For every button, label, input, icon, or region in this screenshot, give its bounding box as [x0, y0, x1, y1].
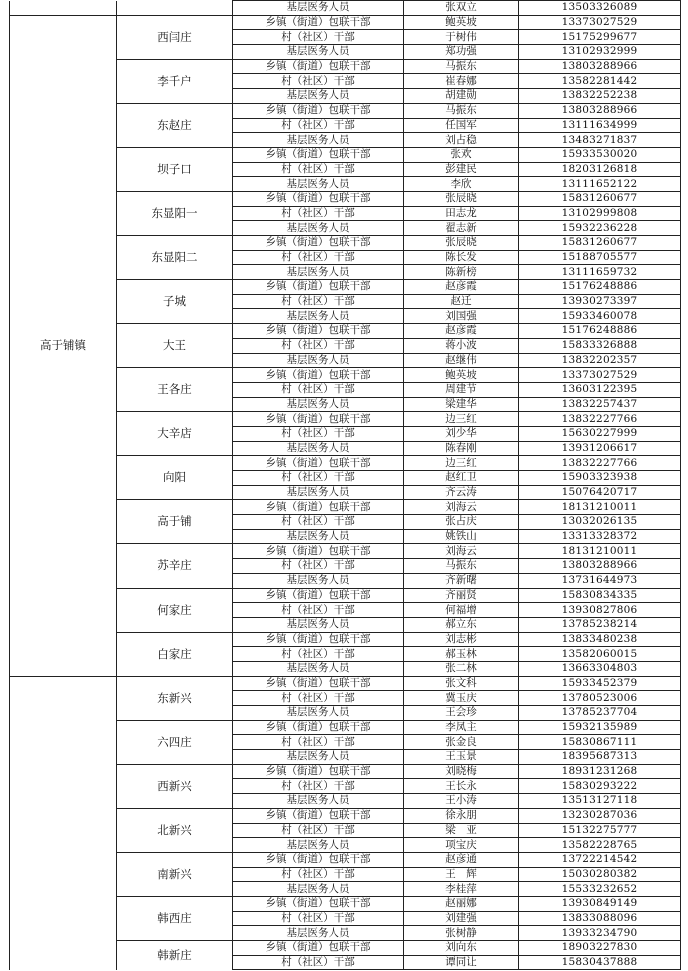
role-cell: 村（社区）干部 [233, 118, 404, 133]
phone-cell: 15132275777 [519, 823, 681, 838]
person-name-cell: 齐丽贤 [404, 588, 519, 603]
role-cell: 基层医务人员 [233, 397, 404, 412]
role-cell: 基层医务人员 [233, 750, 404, 765]
role-cell: 基层医务人员 [233, 309, 404, 324]
phone-cell: 13483271837 [519, 133, 681, 148]
role-cell: 乡镇（街道）包联干部 [233, 808, 404, 823]
phone-cell: 15830293222 [519, 779, 681, 794]
role-cell: 村（社区）干部 [233, 426, 404, 441]
role-cell: 乡镇（街道）包联干部 [233, 941, 404, 956]
table-row [10, 15, 681, 30]
role-cell: 乡镇（街道）包联干部 [233, 676, 404, 691]
person-name-cell: 王会珍 [404, 706, 519, 721]
role-cell: 村（社区）干部 [233, 471, 404, 486]
phone-cell: 13803288966 [519, 59, 681, 74]
phone-cell: 13931206617 [519, 441, 681, 456]
person-name-cell: 郑功强 [404, 45, 519, 60]
phone-cell: 15176248886 [519, 280, 681, 295]
role-cell: 村（社区）干部 [233, 955, 404, 970]
role-cell: 乡镇（街道）包联干部 [233, 368, 404, 383]
phone-cell: 13832202357 [519, 353, 681, 368]
phone-cell: 15630227999 [519, 426, 681, 441]
role-cell: 村（社区）干部 [233, 823, 404, 838]
role-cell: 村（社区）干部 [233, 515, 404, 530]
person-name-cell: 项宝庆 [404, 838, 519, 853]
person-name-cell: 刘晓梅 [404, 764, 519, 779]
role-cell: 乡镇（街道）包联干部 [233, 236, 404, 251]
person-name-cell: 王玉景 [404, 750, 519, 765]
person-name-cell: 胡建勋 [404, 89, 519, 104]
contact-table [9, 0, 681, 970]
person-name-cell: 赵继伟 [404, 353, 519, 368]
phone-cell: 15030280382 [519, 867, 681, 882]
phone-cell: 13582060015 [519, 647, 681, 662]
phone-cell: 13111634999 [519, 118, 681, 133]
person-name-cell: 刘海云 [404, 544, 519, 559]
village-cell: 何家庄 [117, 588, 233, 632]
person-name-cell: 张文科 [404, 676, 519, 691]
role-cell: 基层医务人员 [233, 45, 404, 60]
role-cell: 村（社区）干部 [233, 779, 404, 794]
phone-cell: 18395687313 [519, 750, 681, 765]
role-cell: 乡镇（街道）包联干部 [233, 588, 404, 603]
role-cell: 村（社区）干部 [233, 911, 404, 926]
role-cell: 乡镇（街道）包联干部 [233, 15, 404, 30]
phone-cell: 13832257437 [519, 397, 681, 412]
person-name-cell: 张占庆 [404, 515, 519, 530]
role-cell: 乡镇（街道）包联干部 [233, 764, 404, 779]
person-name-cell: 李欣 [404, 177, 519, 192]
person-name-cell: 鲍英坡 [404, 15, 519, 30]
phone-cell: 15933460078 [519, 309, 681, 324]
person-name-cell: 鲍英坡 [404, 368, 519, 383]
role-cell: 基层医务人员 [233, 926, 404, 941]
role-cell: 基层医务人员 [233, 617, 404, 632]
village-cell: 坝子口 [117, 147, 233, 191]
role-cell: 基层医务人员 [233, 573, 404, 588]
person-name-cell: 刘国强 [404, 309, 519, 324]
phone-cell: 13930827806 [519, 603, 681, 618]
phone-cell: 15830834335 [519, 588, 681, 603]
phone-cell: 13503326089 [519, 1, 681, 16]
phone-cell: 13930849149 [519, 896, 681, 911]
phone-cell: 15830437888 [519, 955, 681, 970]
phone-cell: 13102932999 [519, 45, 681, 60]
person-name-cell: 边三红 [404, 456, 519, 471]
phone-cell: 15076420717 [519, 485, 681, 500]
phone-cell: 13313328372 [519, 529, 681, 544]
role-cell: 基层医务人员 [233, 133, 404, 148]
person-name-cell: 郝玉林 [404, 647, 519, 662]
phone-cell: 13833480238 [519, 632, 681, 647]
phone-cell: 18931231268 [519, 764, 681, 779]
person-name-cell: 赵彦霞 [404, 280, 519, 295]
role-cell: 乡镇（街道）包联干部 [233, 59, 404, 74]
person-name-cell: 齐云涛 [404, 485, 519, 500]
role-cell: 村（社区）干部 [233, 74, 404, 89]
person-name-cell: 刘建强 [404, 911, 519, 926]
village-cell: 西新兴 [117, 764, 233, 808]
phone-cell: 13603122395 [519, 382, 681, 397]
person-name-cell: 郝立东 [404, 617, 519, 632]
person-name-cell: 齐新曙 [404, 573, 519, 588]
phone-cell: 18903227830 [519, 941, 681, 956]
role-cell: 村（社区）干部 [233, 691, 404, 706]
role-cell: 村（社区）干部 [233, 735, 404, 750]
role-cell: 村（社区）干部 [233, 162, 404, 177]
phone-cell: 15932135989 [519, 720, 681, 735]
role-cell: 乡镇（街道）包联干部 [233, 147, 404, 162]
role-cell: 乡镇（街道）包联干部 [233, 500, 404, 515]
phone-cell: 13102999808 [519, 206, 681, 221]
phone-cell: 15830867111 [519, 735, 681, 750]
phone-cell: 13933234790 [519, 926, 681, 941]
phone-cell: 13803288966 [519, 103, 681, 118]
person-name-cell: 于树伟 [404, 30, 519, 45]
village-cell: 子城 [117, 280, 233, 324]
role-cell: 村（社区）干部 [233, 294, 404, 309]
role-cell: 基层医务人员 [233, 485, 404, 500]
village-cell: 韩新庄 [117, 941, 233, 970]
phone-cell: 18131210011 [519, 544, 681, 559]
phone-cell: 15831260677 [519, 236, 681, 251]
phone-cell: 13032026135 [519, 515, 681, 530]
phone-cell: 13111659732 [519, 265, 681, 280]
village-cell: 东显阳二 [117, 236, 233, 280]
role-cell: 村（社区）干部 [233, 603, 404, 618]
person-name-cell: 蒋小波 [404, 338, 519, 353]
village-cell: 高于铺 [117, 500, 233, 544]
person-name-cell: 张双立 [404, 1, 519, 16]
role-cell: 乡镇（街道）包联干部 [233, 103, 404, 118]
person-name-cell: 李桂萍 [404, 882, 519, 897]
village-cell: 韩西庄 [117, 896, 233, 940]
village-cell: 向阳 [117, 456, 233, 500]
phone-cell: 18203126818 [519, 162, 681, 177]
role-cell: 乡镇（街道）包联干部 [233, 456, 404, 471]
person-name-cell: 刘志彬 [404, 632, 519, 647]
person-name-cell: 张辰晓 [404, 236, 519, 251]
role-cell: 基层医务人员 [233, 838, 404, 853]
phone-cell: 15933452379 [519, 676, 681, 691]
role-cell: 村（社区）干部 [233, 250, 404, 265]
person-name-cell: 赵彦霞 [404, 324, 519, 339]
phone-cell: 15176248886 [519, 324, 681, 339]
phone-cell: 13230287036 [519, 808, 681, 823]
person-name-cell: 刘占稳 [404, 133, 519, 148]
role-cell: 乡镇（街道）包联干部 [233, 544, 404, 559]
person-name-cell: 翟志新 [404, 221, 519, 236]
phone-cell: 13832227766 [519, 456, 681, 471]
role-cell: 村（社区）干部 [233, 206, 404, 221]
role-cell: 基层医务人员 [233, 441, 404, 456]
person-name-cell: 梁 亚 [404, 823, 519, 838]
village-cell: 东新兴 [117, 676, 233, 720]
person-name-cell: 彭建民 [404, 162, 519, 177]
person-name-cell: 赵迁 [404, 294, 519, 309]
role-cell: 基层医务人员 [233, 265, 404, 280]
phone-cell: 13832227766 [519, 412, 681, 427]
person-name-cell: 姚铁山 [404, 529, 519, 544]
phone-cell: 15533232652 [519, 882, 681, 897]
phone-cell: 15831260677 [519, 191, 681, 206]
role-cell: 乡镇（街道）包联干部 [233, 191, 404, 206]
person-name-cell: 王小涛 [404, 794, 519, 809]
person-name-cell: 马振东 [404, 103, 519, 118]
person-name-cell: 王长永 [404, 779, 519, 794]
person-name-cell: 马振东 [404, 559, 519, 574]
role-cell: 基层医务人员 [233, 353, 404, 368]
role-cell: 村（社区）干部 [233, 559, 404, 574]
town-cell [10, 1, 117, 16]
person-name-cell: 谭同让 [404, 955, 519, 970]
village-cell: 李千户 [117, 59, 233, 103]
role-cell: 基层医务人员 [233, 706, 404, 721]
role-cell: 乡镇（街道）包联干部 [233, 720, 404, 735]
village-cell: 北新兴 [117, 808, 233, 852]
person-name-cell: 赵红卫 [404, 471, 519, 486]
role-cell: 乡镇（街道）包联干部 [233, 280, 404, 295]
contact-document [9, 0, 680, 970]
person-name-cell: 刘海云 [404, 500, 519, 515]
person-name-cell: 刘向东 [404, 941, 519, 956]
phone-cell: 13833088096 [519, 911, 681, 926]
phone-cell: 13785238214 [519, 617, 681, 632]
person-name-cell: 张辰晓 [404, 191, 519, 206]
role-cell: 村（社区）干部 [233, 867, 404, 882]
person-name-cell: 何福增 [404, 603, 519, 618]
person-name-cell: 李凤主 [404, 720, 519, 735]
person-name-cell: 赵彦通 [404, 852, 519, 867]
phone-cell: 18131210011 [519, 500, 681, 515]
phone-cell: 15932236228 [519, 221, 681, 236]
village-cell: 东赵庄 [117, 103, 233, 147]
person-name-cell: 陈春刚 [404, 441, 519, 456]
role-cell: 基层医务人员 [233, 882, 404, 897]
village-cell: 苏辛庄 [117, 544, 233, 588]
phone-cell: 13930273397 [519, 294, 681, 309]
person-name-cell: 马振东 [404, 59, 519, 74]
village-cell [117, 1, 233, 16]
phone-cell: 13722214542 [519, 852, 681, 867]
role-cell: 乡镇（街道）包联干部 [233, 324, 404, 339]
phone-cell: 13832252238 [519, 89, 681, 104]
table-row [10, 676, 681, 691]
phone-cell: 13513127118 [519, 794, 681, 809]
role-cell: 基层医务人员 [233, 1, 404, 16]
role-cell: 基层医务人员 [233, 529, 404, 544]
village-cell: 大辛店 [117, 412, 233, 456]
role-cell: 村（社区）干部 [233, 647, 404, 662]
role-cell: 基层医务人员 [233, 177, 404, 192]
person-name-cell: 张树静 [404, 926, 519, 941]
person-name-cell: 边三红 [404, 412, 519, 427]
person-name-cell: 田志龙 [404, 206, 519, 221]
role-cell: 基层医务人员 [233, 221, 404, 236]
role-cell: 乡镇（街道）包联干部 [233, 852, 404, 867]
person-name-cell: 梁建华 [404, 397, 519, 412]
phone-cell: 15833326888 [519, 338, 681, 353]
phone-cell: 15933530020 [519, 147, 681, 162]
village-cell: 东显阳一 [117, 191, 233, 235]
phone-cell: 13373027529 [519, 368, 681, 383]
person-name-cell: 徐永朋 [404, 808, 519, 823]
person-name-cell: 崔春娜 [404, 74, 519, 89]
person-name-cell: 冀玉庆 [404, 691, 519, 706]
person-name-cell: 张金良 [404, 735, 519, 750]
phone-cell: 13803288966 [519, 559, 681, 574]
role-cell: 乡镇（街道）包联干部 [233, 412, 404, 427]
village-cell: 白家庄 [117, 632, 233, 676]
role-cell: 村（社区）干部 [233, 382, 404, 397]
role-cell: 基层医务人员 [233, 661, 404, 676]
role-cell: 基层医务人员 [233, 794, 404, 809]
phone-cell: 15175299677 [519, 30, 681, 45]
person-name-cell: 张二林 [404, 661, 519, 676]
phone-cell: 13780523006 [519, 691, 681, 706]
phone-cell: 13582281442 [519, 74, 681, 89]
phone-cell: 13785237704 [519, 706, 681, 721]
village-cell: 西闫庄 [117, 15, 233, 59]
person-name-cell: 陈长发 [404, 250, 519, 265]
person-name-cell: 张欢 [404, 147, 519, 162]
role-cell: 村（社区）干部 [233, 30, 404, 45]
village-cell: 南新兴 [117, 852, 233, 896]
role-cell: 村（社区）干部 [233, 338, 404, 353]
person-name-cell: 陈新榜 [404, 265, 519, 280]
person-name-cell: 刘少华 [404, 426, 519, 441]
table-row [10, 1, 681, 16]
person-name-cell: 王 辉 [404, 867, 519, 882]
person-name-cell: 赵丽娜 [404, 896, 519, 911]
phone-cell: 13582228765 [519, 838, 681, 853]
role-cell: 基层医务人员 [233, 89, 404, 104]
village-cell: 大王 [117, 324, 233, 368]
phone-cell: 15903323938 [519, 471, 681, 486]
person-name-cell: 任国军 [404, 118, 519, 133]
town-cell [10, 676, 117, 970]
phone-cell: 13373027529 [519, 15, 681, 30]
village-cell: 六四庄 [117, 720, 233, 764]
phone-cell: 13663304803 [519, 661, 681, 676]
phone-cell: 15188705577 [519, 250, 681, 265]
village-cell: 王各庄 [117, 368, 233, 412]
person-name-cell: 周建节 [404, 382, 519, 397]
role-cell: 乡镇（街道）包联干部 [233, 632, 404, 647]
town-cell: 高于铺镇 [10, 15, 117, 676]
phone-cell: 13731644973 [519, 573, 681, 588]
phone-cell: 13111652122 [519, 177, 681, 192]
role-cell: 乡镇（街道）包联干部 [233, 896, 404, 911]
contact-table-body [10, 1, 681, 970]
